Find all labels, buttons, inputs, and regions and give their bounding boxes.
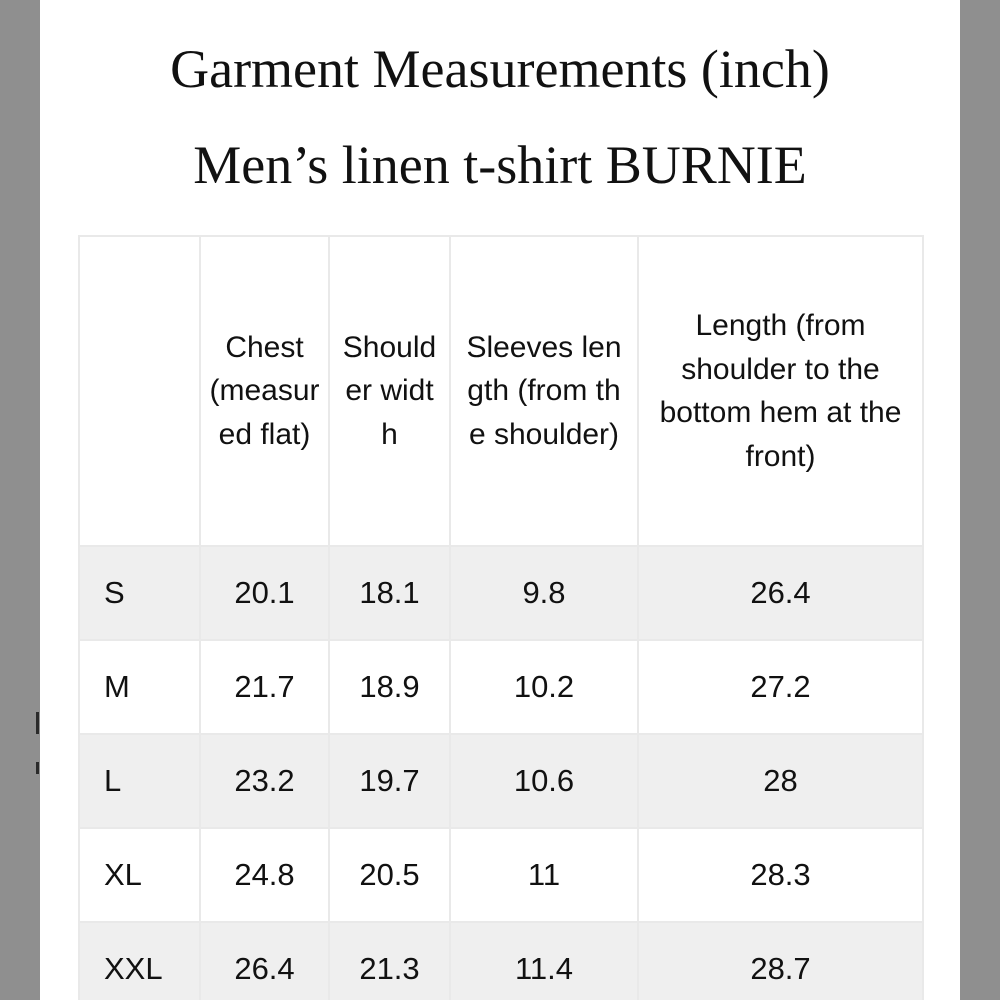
- sleeves-value: 11.4: [450, 922, 638, 1000]
- sleeves-value: 11: [450, 828, 638, 922]
- chest-value: 24.8: [200, 828, 329, 922]
- chest-value: 21.7: [200, 640, 329, 734]
- length-value: 28.7: [638, 922, 923, 1000]
- length-value: 28.3: [638, 828, 923, 922]
- shoulder-value: 18.9: [329, 640, 450, 734]
- shoulder-value: 18.1: [329, 546, 450, 640]
- page-title: Garment Measurements (inch): [170, 39, 830, 99]
- product-name: Men’s linen t-shirt BURNIE: [193, 135, 807, 195]
- sleeves-value: 9.8: [450, 546, 638, 640]
- size-label: L: [79, 734, 200, 828]
- header-shoulder-width: Shoulder width: [329, 236, 450, 546]
- sleeves-value: 10.2: [450, 640, 638, 734]
- table-row: [79, 922, 923, 1000]
- header-sleeves-length: Sleeves length (from the shoulder): [450, 236, 638, 546]
- table-row: [79, 640, 923, 734]
- length-value: 28: [638, 734, 923, 828]
- length-value: 26.4: [638, 546, 923, 640]
- header-size: [79, 236, 200, 546]
- size-label: XL: [79, 828, 200, 922]
- size-label: M: [79, 640, 200, 734]
- table-row: [79, 828, 923, 922]
- table-row: [79, 546, 923, 640]
- header-row: [79, 236, 923, 546]
- chest-value: 23.2: [200, 734, 329, 828]
- size-label: XXL: [79, 922, 200, 1000]
- measurement-page: [40, 0, 960, 1000]
- length-value: 27.2: [638, 640, 923, 734]
- header-chest: Chest (measured flat): [200, 236, 329, 546]
- chest-value: 20.1: [200, 546, 329, 640]
- shoulder-value: 21.3: [329, 922, 450, 1000]
- size-chart-table: [78, 235, 924, 1000]
- left-edge-mark: [36, 762, 39, 774]
- shoulder-value: 19.7: [329, 734, 450, 828]
- shoulder-value: 20.5: [329, 828, 450, 922]
- chest-value: 26.4: [200, 922, 329, 1000]
- left-edge-mark: [36, 712, 39, 734]
- sleeves-value: 10.6: [450, 734, 638, 828]
- size-label: S: [79, 546, 200, 640]
- table-row: [79, 734, 923, 828]
- header-length: Length (from shoulder to the bottom hem at the front): [638, 236, 923, 546]
